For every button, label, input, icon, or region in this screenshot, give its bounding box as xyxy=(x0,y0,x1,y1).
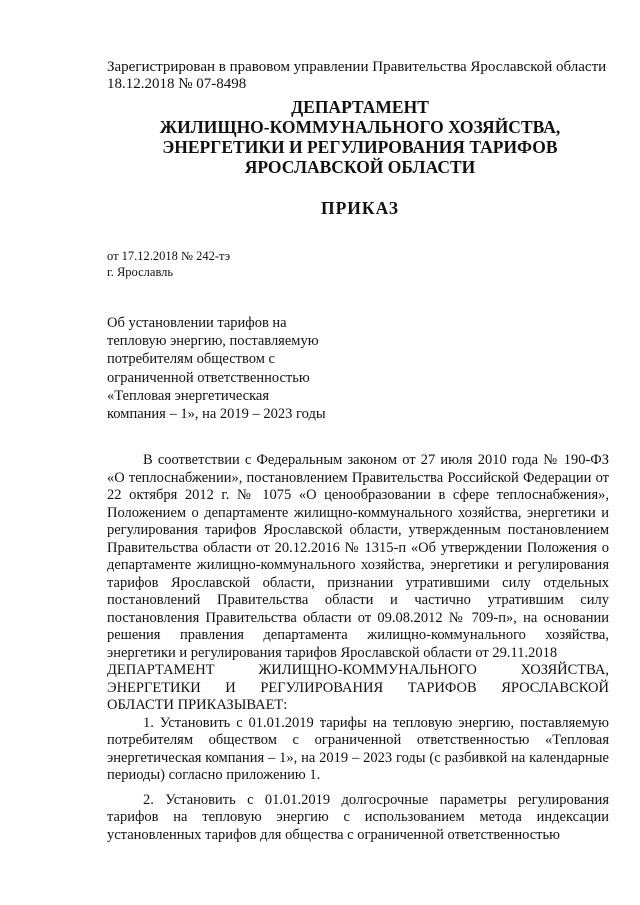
department-line: ЭНЕРГЕТИКИ И РЕГУЛИРОВАНИЯ ТАРИФОВ xyxy=(162,137,558,157)
orders-line: ОБЛАСТИ ПРИКАЗЫВАЕТ: xyxy=(107,697,288,713)
department-line: ЖИЛИЩНО-КОММУНАЛЬНОГО ХОЗЯЙСТВА, xyxy=(159,117,561,137)
subject-line: потребителям обществом с xyxy=(107,351,275,368)
preamble-paragraph: В соответствии с Федеральным законом от 27 июля 2010 года № 190-ФЗ «О теплоснабжении», постановлением Правительства Российской Федерации от 22 октября 2012 г. № 1075 «О ценообразовании в сфере теплоснабжения», Положением о департаменте жилищно-коммунального хозяйства, энергетики и регулирования тарифов Ярославской области, утвержденным постановлением Правительства области от 20.12.2016 № 1315-п «Об утверждении Положения о департаменте жилищно-коммунального хозяйства, энергетики и регулирования тарифов Ярославской области, признании утратившими силу отдельных постановлений Правительства области и частично утратившим силу постановления Правительства области от 09.08.2012 № 709-п», на основании решения правления департамента жилищно-коммунального хозяйства, энергетики и регулирования тарифов Ярославской области от 29.11.2018 xyxy=(107,452,609,661)
subject-line: компания – 1», на 2019 – 2023 годы xyxy=(107,406,326,423)
order-title: ПРИКАЗ xyxy=(320,198,400,218)
order-city: г. Ярославль xyxy=(107,265,174,279)
department-line: ЯРОСЛАВСКОЙ ОБЛАСТИ xyxy=(244,157,476,177)
orders-line: ДЕПАРТАМЕНТ ЖИЛИЩНО-КОММУНАЛЬНОГО ХОЗЯЙСТВА, ЭНЕРГЕТИКИ И РЕГУЛИРОВАНИЯ ТАРИФОВ ЯРОСЛАВСКОЙ xyxy=(107,662,609,696)
order-body xyxy=(107,452,609,844)
subject-line: тепловую энергию, поставляемую xyxy=(107,333,319,350)
item-2-paragraph: 2. Установить с 01.01.2019 долгосрочные параметры регулирования тарифов на тепловую энергию с использованием метода индексации установленных тарифов для общества с ограниченной ответственностью xyxy=(107,791,609,843)
subject-line: «Тепловая энергетическая xyxy=(107,387,270,404)
item-1-paragraph: 1. Установить с 01.01.2019 тарифы на тепловую энергию, поставляемую потребителям обществом с ограниченной ответственностью «Тепловая энергетическая компания – 1», на 2019 – 2023 годы (с разбивкой на календарные периоды) согласно приложению 1. xyxy=(107,714,609,783)
order-subject xyxy=(107,314,367,423)
department-heading xyxy=(100,97,620,177)
subject-line: Об установлении тарифов на xyxy=(107,315,287,331)
registration-number: 18.12.2018 № 07-8498 xyxy=(107,76,247,92)
department-line: ДЕПАРТАМЕНТ xyxy=(291,97,429,117)
registration-note xyxy=(107,59,627,93)
registration-line: Зарегистрирован в правовом управлении Правительства Ярославской области xyxy=(107,59,607,75)
subject-line: ограниченной ответственностью xyxy=(107,369,310,386)
order-date-number: от 17.12.2018 № 242-тэ xyxy=(107,249,231,263)
order-meta xyxy=(107,248,230,280)
